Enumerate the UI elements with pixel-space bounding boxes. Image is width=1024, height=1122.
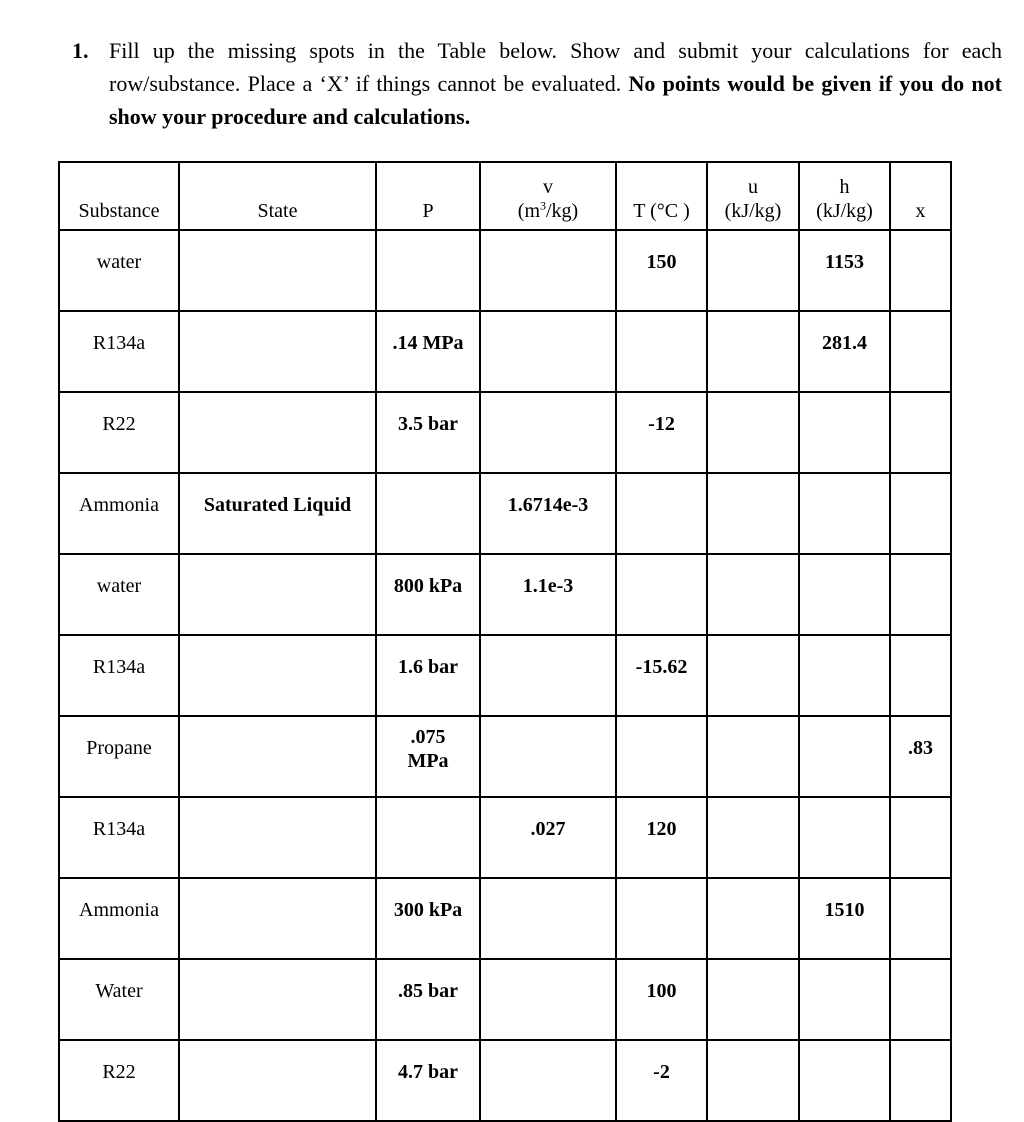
cell-substance: Ammonia (59, 473, 179, 554)
cell-internal-energy (707, 473, 799, 554)
header-h-unit: (kJ/kg) (816, 200, 873, 222)
header-specific-volume (480, 162, 616, 230)
cell-specific-volume (480, 230, 616, 311)
table-row (59, 311, 951, 392)
cell-substance: R22 (59, 1040, 179, 1121)
table-row (59, 878, 951, 959)
cell-quality (890, 878, 951, 959)
cell-state (179, 716, 376, 797)
cell-state (179, 1040, 376, 1121)
cell-internal-energy (707, 878, 799, 959)
table-row (59, 635, 951, 716)
cell-temperature (616, 716, 707, 797)
question-warning: No points would be given if you do not show your procedure and calculations. (109, 71, 1002, 129)
cell-internal-energy (707, 959, 799, 1040)
header-enthalpy (799, 162, 890, 230)
cell-temperature (616, 473, 707, 554)
cell-enthalpy: 1153 (799, 230, 890, 311)
question-text (109, 34, 1002, 133)
cell-substance: water (59, 554, 179, 635)
cell-pressure (376, 230, 480, 311)
cell-pressure: .85 bar (376, 959, 480, 1040)
header-v-unit: $(m^3/kg)$ (517, 198, 579, 222)
cell-enthalpy (799, 554, 890, 635)
cell-state (179, 797, 376, 878)
table-row (59, 392, 951, 473)
cell-temperature: 120 (616, 797, 707, 878)
cell-specific-volume: 1.1e-3 (480, 554, 616, 635)
cell-substance: R134a (59, 311, 179, 392)
cell-internal-energy (707, 230, 799, 311)
property-table (58, 161, 952, 1122)
table-row (59, 554, 951, 635)
cell-state (179, 230, 376, 311)
table-row (59, 959, 951, 1040)
cell-pressure: 3.5 bar (376, 392, 480, 473)
cell-temperature: 100 (616, 959, 707, 1040)
cell-quality (890, 311, 951, 392)
cell-state (179, 311, 376, 392)
cell-quality (890, 797, 951, 878)
cell-state (179, 392, 376, 473)
cell-enthalpy (799, 1040, 890, 1121)
cell-substance: water (59, 230, 179, 311)
header-row (59, 162, 951, 230)
question-number: 1. (72, 38, 89, 63)
cell-temperature: -15.62 (616, 635, 707, 716)
header-quality: x (890, 162, 951, 230)
cell-state (179, 959, 376, 1040)
table-row (59, 716, 951, 797)
cell-enthalpy (799, 797, 890, 878)
cell-quality (890, 392, 951, 473)
header-internal-energy (707, 162, 799, 230)
cell-quality (890, 959, 951, 1040)
cell-state (179, 554, 376, 635)
cell-specific-volume (480, 716, 616, 797)
cell-pressure: 4.7 bar (376, 1040, 480, 1121)
header-pressure: P (376, 162, 480, 230)
cell-specific-volume (480, 878, 616, 959)
cell-specific-volume (480, 1040, 616, 1121)
cell-internal-energy (707, 797, 799, 878)
cell-internal-energy (707, 716, 799, 797)
cell-temperature (616, 311, 707, 392)
cell-enthalpy (799, 716, 890, 797)
table-row (59, 473, 951, 554)
header-state: State (179, 162, 376, 230)
cell-internal-energy (707, 554, 799, 635)
cell-internal-energy (707, 392, 799, 473)
header-v-symbol: v (543, 176, 553, 198)
cell-quality (890, 230, 951, 311)
cell-temperature: -12 (616, 392, 707, 473)
table-row (59, 1040, 951, 1121)
header-h-symbol: h (839, 176, 850, 198)
table-row (59, 230, 951, 311)
cell-enthalpy: 281.4 (799, 311, 890, 392)
cell-specific-volume (480, 392, 616, 473)
cell-substance: Propane (59, 716, 179, 797)
cell-pressure (376, 797, 480, 878)
cell-temperature: 150 (616, 230, 707, 311)
cell-specific-volume (480, 635, 616, 716)
cell-pressure: 1.6 bar (376, 635, 480, 716)
question-instructions: Fill up the missing spots in the Table below. Show and submit your calculations for each row/substance. Place a ‘X’ if things cannot be evaluated. (109, 38, 1002, 96)
cell-pressure: .14 MPa (376, 311, 480, 392)
cell-enthalpy (799, 635, 890, 716)
cell-quality (890, 635, 951, 716)
cell-pressure: 800 kPa (376, 554, 480, 635)
table-body (59, 230, 951, 1121)
cell-pressure (376, 473, 480, 554)
cell-enthalpy (799, 959, 890, 1040)
cell-substance: R134a (59, 797, 179, 878)
cell-substance: Water (59, 959, 179, 1040)
cell-specific-volume (480, 311, 616, 392)
cell-internal-energy (707, 311, 799, 392)
cell-quality (890, 473, 951, 554)
cell-specific-volume: .027 (480, 797, 616, 878)
cell-state (179, 635, 376, 716)
cell-substance: Ammonia (59, 878, 179, 959)
header-u-symbol: u (748, 176, 758, 198)
cell-enthalpy (799, 392, 890, 473)
header-temperature: T (°C ) (616, 162, 707, 230)
cell-specific-volume: 1.6714e-3 (480, 473, 616, 554)
cell-state: Saturated Liquid (179, 473, 376, 554)
cell-quality (890, 554, 951, 635)
cell-enthalpy: 1510 (799, 878, 890, 959)
cell-substance: R22 (59, 392, 179, 473)
cell-temperature (616, 554, 707, 635)
cell-pressure: 300 kPa (376, 878, 480, 959)
cell-state (179, 878, 376, 959)
cell-temperature (616, 878, 707, 959)
cell-temperature: -2 (616, 1040, 707, 1121)
cell-internal-energy (707, 1040, 799, 1121)
table-row (59, 797, 951, 878)
cell-enthalpy (799, 473, 890, 554)
cell-quality (890, 1040, 951, 1121)
header-substance: Substance (59, 162, 179, 230)
header-u-unit: (kJ/kg) (724, 200, 782, 222)
cell-quality: .83 (890, 716, 951, 797)
cell-pressure: .075 MPa (376, 716, 480, 797)
question-block (72, 34, 1002, 133)
cell-internal-energy (707, 635, 799, 716)
cell-substance: R134a (59, 635, 179, 716)
cell-specific-volume (480, 959, 616, 1040)
